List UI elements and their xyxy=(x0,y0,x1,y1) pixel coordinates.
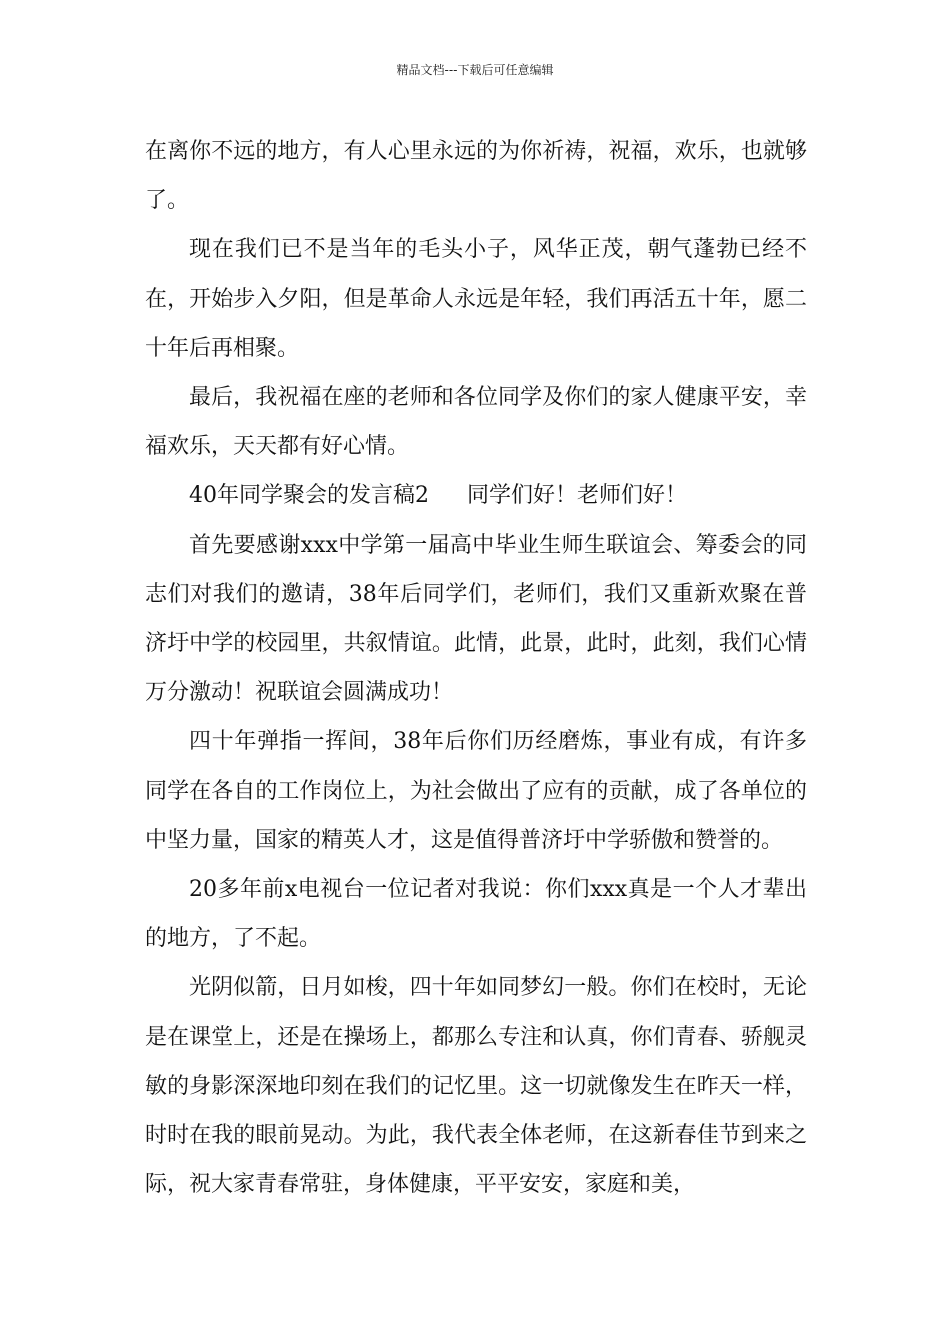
heading-greeting: 同学们好！老师们好！ xyxy=(467,483,688,509)
paragraph-7: 光阴似箭，日月如梭，四十年如同梦幻一般。你们在校时，无论是在课堂上，还是在操场上，都那么专注和认真，你们青春、骄舰灵敏的身影深深地印刻在我们的记忆里。这一切就像发生在昨天一样，时时在我的眼前晃动。为此，我代表全体老师，在这新春佳节到来之际，祝大家青春常驻，身体健康，平平安安，家庭和美， xyxy=(145,975,807,1198)
paragraph-2: 现在我们已不是当年的毛头小子，风华正茂，朝气蓬勃已经不在，开始步入夕阳，但是革命人永远是年轻，我们再活五十年，愿二十年后再相聚。 xyxy=(145,237,807,361)
paragraph-5: 四十年弹指一挥间，38年后你们历经磨炼，事业有成，有许多同学在各自的工作岗位上，为社会做出了应有的贡献，成了各单位的中坚力量，国家的精英人才，这是值得普济圩中学骄傲和赞誉的。 xyxy=(145,729,807,853)
section-heading xyxy=(145,471,807,520)
paragraph-6: 20多年前x电视台一位记者对我说：你们xxx真是一个人才辈出的地方，了不起。 xyxy=(145,877,807,952)
paragraph-4: 首先要感谢xxx中学第一届高中毕业生师生联谊会、筹委会的同志们对我们的邀请，38年后同学们，老师们，我们又重新欢聚在普济圩中学的校园里，共叙情谊。此情，此景，此时，此刻，我们心情万分激动！祝联谊会圆满成功！ xyxy=(145,532,807,706)
heading-title: 40年同学聚会的发言稿2 xyxy=(189,483,429,509)
page-header: 精品文档---下载后可任意编辑 xyxy=(396,63,554,77)
document-body xyxy=(145,127,807,1209)
paragraph-1: 在离你不远的地方，有人心里永远的为你祈祷，祝福，欢乐，也就够了。 xyxy=(145,139,807,214)
paragraph-3: 最后，我祝福在座的老师和各位同学及你们的家人健康平安，幸福欢乐，天天都有好心情。 xyxy=(145,385,807,460)
